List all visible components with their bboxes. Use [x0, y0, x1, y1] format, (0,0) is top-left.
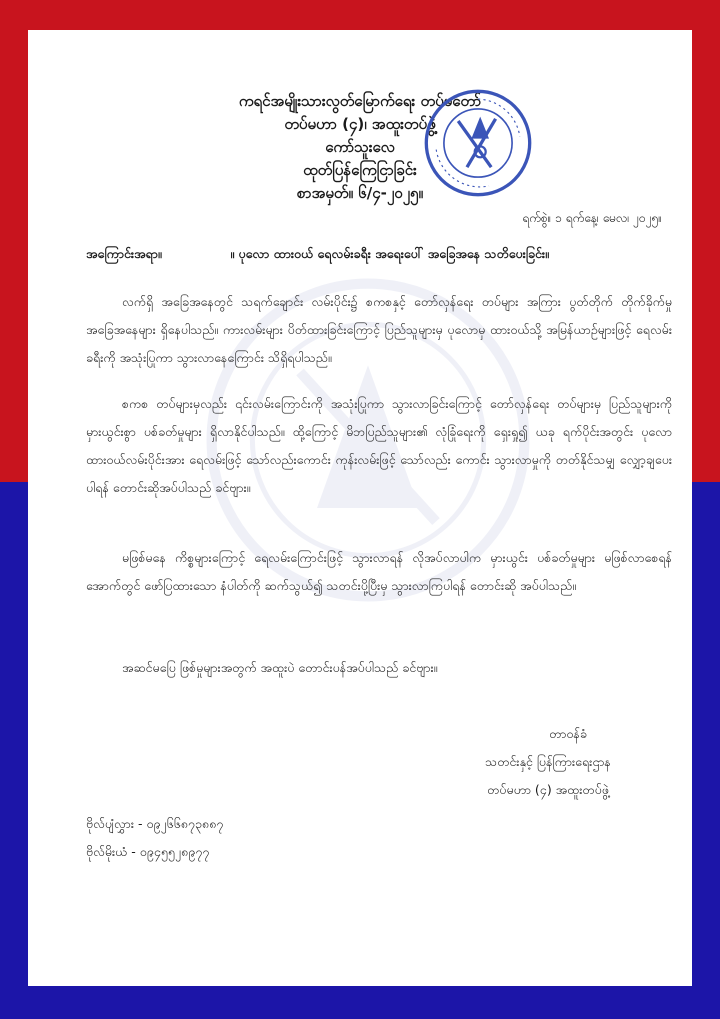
org-name: ကရင်အမျိုးသားလွတ်မြောက်ရေး တပ်မတော်: [238, 92, 482, 110]
announcement-title: ထုတ်ပြန်ကြေငြာခြင်း: [303, 161, 417, 179]
signatory-title: တာဝန်ခံ: [549, 726, 587, 741]
signatory-unit: တပ်မဟာ (၄) အထူးတပ်ဖွဲ့: [487, 782, 609, 797]
subject-label: အကြောင်းအရာ။: [86, 246, 162, 261]
signatory-department: သတင်းနှင့် ပြန်ကြားရေးဌာန: [485, 754, 611, 769]
letter-header: [28, 90, 692, 205]
letter-date: ရက်စွဲ။ ၁ ရက်နေ့၊ မေလ၊ ၂၀၂၅။: [522, 211, 662, 225]
signature-block: [448, 720, 648, 804]
paragraph-2: စကစ တပ်များမှလည်း ၎င်းလမ်းကြောင်းကို အသုံးပြုကာ သွားလာခြင်းကြောင့် တော်လှန်ရေး တပ်များမှ ပြည်သူများကို မှားယွင်းစွာ ပစ်ခတ်မှုများ ရှိလာနိုင်ပါသည်။ ထို့ကြောင့် မိဘပြည်သူများ၏ လုံခြုံရေးကို ရှေးရှု၍ ယခု ရက်ပိုင်းအတွင်း ပုလော ထားဝယ်လမ်းပိုင်းအား ရေလမ်းဖြင့် သော်လည်းကောင်း ကုန်းလမ်းဖြင့် သော်လည်း ကောင်း သွားလာမှုကို တတ်နိုင်သမျှ လျှော့ချပေးပါရန် တောင်းဆိုအပ်ပါသည် ခင်ဗျား။: [86, 396, 672, 495]
subject-text: ။ ပုလော ထားဝယ် ရေလမ်းခရီး အရေးပေါ် အခြေအနေ သတိပေးခြင်း။: [230, 246, 549, 261]
contact-numbers: [86, 810, 223, 866]
announcement-paper: [28, 30, 692, 986]
subject-line: [86, 246, 676, 265]
contact-1: ဗိုလ်ပျံလွှား - ၀၉၂၆၆၈၇၃၈၈၇: [86, 816, 224, 831]
contact-2: ဗိုလ်မိုးယံ - ၀၉၄၅၅၂၈၉၇၇: [86, 844, 210, 859]
paragraph-1: လက်ရှိ အခြေအနေတွင် သရက်ချောင်း လမ်းပိုင်း၌ စကစနှင့် တော်လှန်ရေး တပ်များ အကြား ပွတ်တိုက် တိုက်ခိုက်မှု အခြေအနေများ ရှိနေပါသည်။ ကားလမ်းများ ပိတ်ထားခြင်းကြောင့် ပြည်သူများမှ ပုလောမှ ထားဝယ်သို့ အမြန်ယာဉ်များဖြင့် ရေလမ်းခရီးကို အသုံးပြုကာ သွားလာနေကြောင်း သိရှိရပါသည်။: [86, 294, 672, 365]
reference-number: စာအမှတ်။ ၆/၄-၂၀၂၅။: [296, 184, 424, 202]
paragraph-3: မဖြစ်မနေ ကိစ္စများကြောင့် ရေလမ်းကြောင်းဖြင့် သွားလာရန် လိုအပ်လာပါက မှားယွင်း ပစ်ခတ်မှုများ မဖြစ်လာစေရန် အောက်တွင် ဖော်ပြထားသော နံပါတ်ကို ဆက်သွယ်၍ သတင်းပို့ပြီးမှ သွားလာကြပါရန် တောင်းဆို အပ်ပါသည်။: [86, 550, 672, 593]
location: ကော်သူးလေ: [325, 138, 395, 156]
paragraph-4: အဆင်မပြေ ဖြစ်မှုများအတွက် အထူးပဲ တောင်းပန်အပ်ပါသည် ခင်ဗျား။: [122, 660, 438, 675]
unit-name: တပ်မဟာ (၄)၊ အထူးတပ်ဖွဲ့: [284, 115, 436, 133]
organization-seal-icon: [423, 88, 533, 198]
